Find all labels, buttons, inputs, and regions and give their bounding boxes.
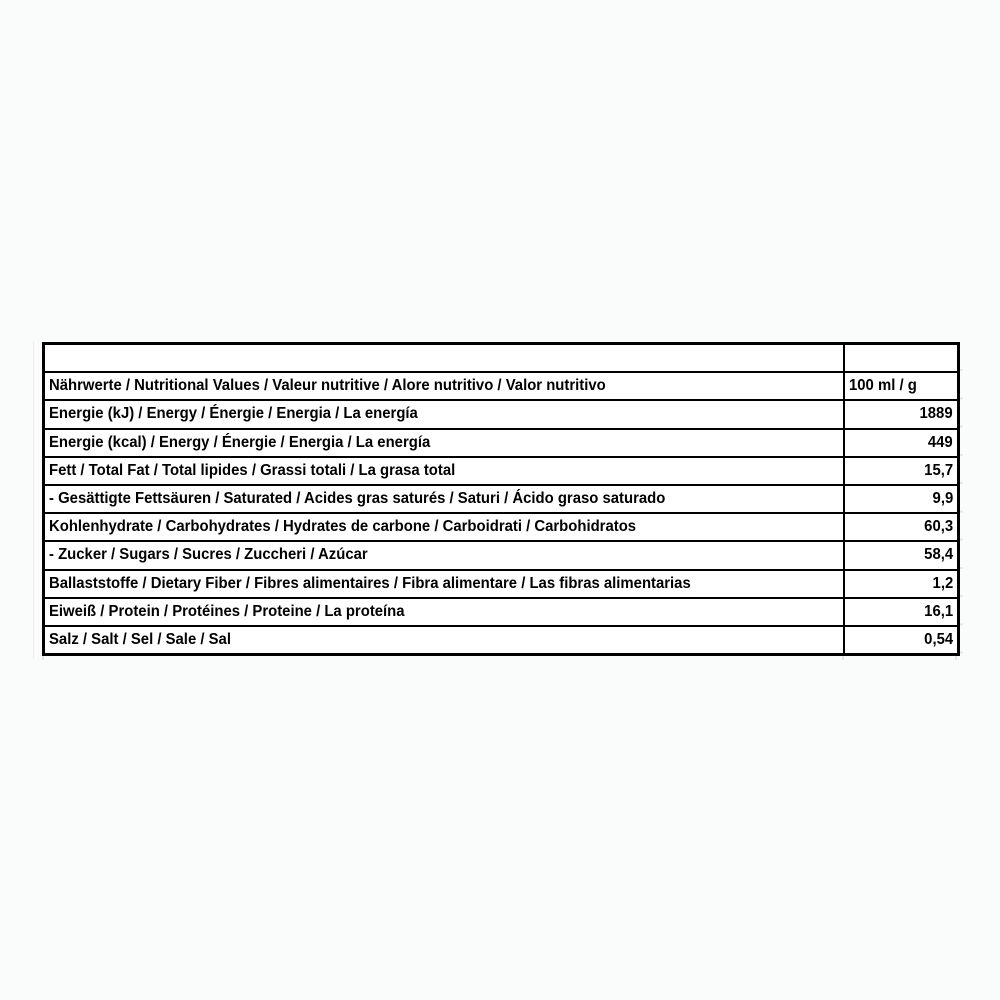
row-value-cell bbox=[844, 457, 959, 485]
row-value-cell bbox=[844, 513, 959, 541]
row-value-text: 16,1 bbox=[924, 602, 953, 620]
table-row bbox=[44, 485, 959, 513]
table-row bbox=[44, 541, 959, 569]
row-value-cell bbox=[844, 372, 959, 400]
nutrition-table-body bbox=[44, 344, 959, 655]
row-label-text: Salz / Salt / Sel / Sale / Sal bbox=[49, 630, 231, 648]
table-row bbox=[44, 429, 959, 457]
row-value-text: 1,2 bbox=[932, 574, 953, 592]
row-value-cell bbox=[844, 598, 959, 626]
row-value-cell bbox=[844, 541, 959, 569]
row-label-cell bbox=[44, 344, 844, 373]
row-value-text: 58,4 bbox=[924, 546, 953, 564]
row-value-text: 15,7 bbox=[924, 461, 953, 479]
row-label-cell bbox=[44, 372, 844, 400]
row-value-text: 9,9 bbox=[932, 490, 953, 508]
row-label-text: Kohlenhydrate / Carbohydrates / Hydrates de carbone / Carboidrati / Carbohidratos bbox=[49, 518, 637, 536]
row-label-text: Eiweiß / Protein / Protéines / Proteine / La proteína bbox=[49, 602, 405, 620]
table-row bbox=[44, 457, 959, 485]
row-value-text: 1889 bbox=[919, 405, 953, 423]
row-value-cell bbox=[844, 429, 959, 457]
row-label-cell bbox=[44, 598, 844, 626]
row-label-text: Ballaststoffe / Dietary Fiber / Fibres alimentaires / Fibra alimentare / Las fibras alimentarias bbox=[49, 574, 691, 592]
row-value-cell bbox=[844, 570, 959, 598]
row-value-text: 60,3 bbox=[924, 518, 953, 536]
gridline-remnant-left bbox=[33, 341, 34, 659]
row-label-cell bbox=[44, 570, 844, 598]
table-row bbox=[44, 570, 959, 598]
table-row bbox=[44, 344, 959, 373]
row-value-text: 100 ml / g bbox=[848, 377, 917, 395]
row-label-cell bbox=[44, 429, 844, 457]
row-label-cell bbox=[44, 541, 844, 569]
row-value-cell bbox=[844, 344, 959, 373]
row-value-cell bbox=[844, 400, 959, 428]
row-label-text: Energie (kJ) / Energy / Énergie / Energia / La energía bbox=[49, 405, 418, 423]
nutrition-facts-table bbox=[42, 342, 960, 656]
row-value-cell bbox=[844, 485, 959, 513]
table-row bbox=[44, 513, 959, 541]
table-row bbox=[44, 400, 959, 428]
row-label-cell bbox=[44, 626, 844, 655]
row-value-text: 449 bbox=[928, 433, 953, 451]
row-label-cell bbox=[44, 513, 844, 541]
row-label-text: Energie (kcal) / Energy / Énergie / Energia / La energía bbox=[49, 433, 431, 451]
row-label-cell bbox=[44, 457, 844, 485]
table-header-row bbox=[44, 372, 959, 400]
row-label-cell bbox=[44, 400, 844, 428]
row-label-text: - Zucker / Sugars / Sucres / Zuccheri / Azúcar bbox=[49, 546, 368, 564]
row-label-cell bbox=[44, 485, 844, 513]
row-label-text: Fett / Total Fat / Total lipides / Grassi totali / La grasa total bbox=[49, 461, 456, 479]
table-row bbox=[44, 626, 959, 655]
row-label-text: - Gesättigte Fettsäuren / Saturated / Acides gras saturés / Saturi / Ácido graso saturado bbox=[49, 490, 666, 508]
row-value-text: 0,54 bbox=[924, 630, 953, 648]
row-label-text: Nährwerte / Nutritional Values / Valeur nutritive / Alore nutritivo / Valor nutritivo bbox=[49, 377, 606, 395]
table-row bbox=[44, 598, 959, 626]
row-value-cell bbox=[844, 626, 959, 655]
